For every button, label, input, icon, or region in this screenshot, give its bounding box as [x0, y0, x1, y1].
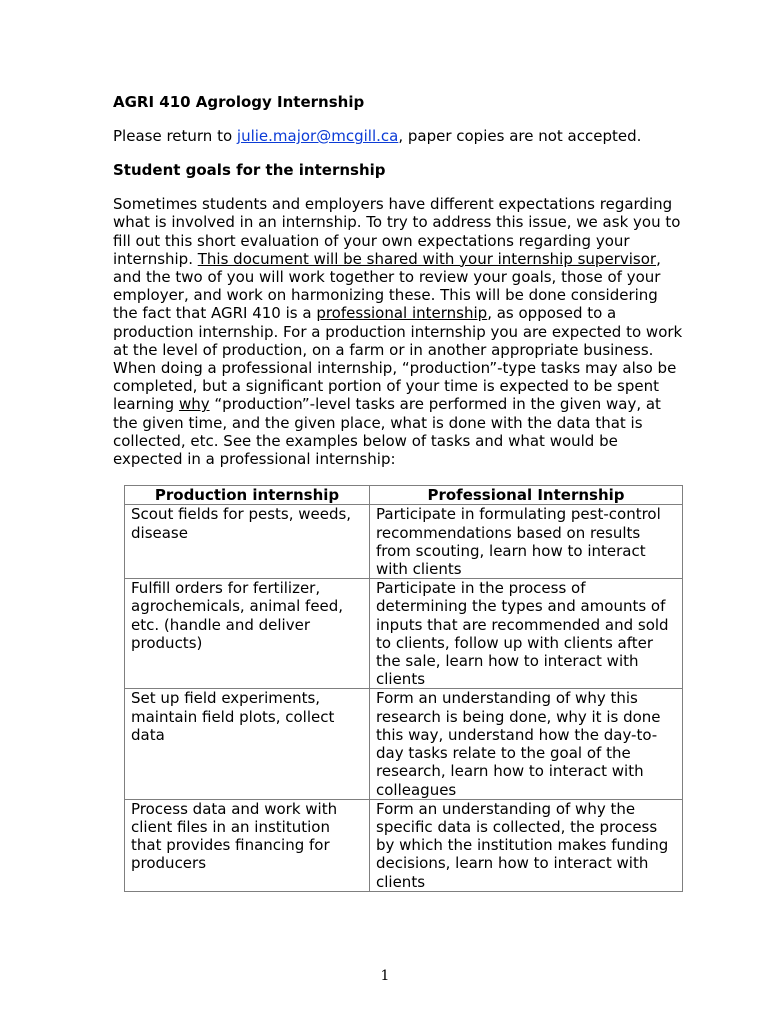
- body-text-1: Sometimes students and employers have different expectations regarding what is involved in an internship. To try to address this issue, we ask you to fill out this short evaluation of your own expectations regarding your internship.: [113, 195, 681, 268]
- body-paragraph: [113, 195, 683, 468]
- table-row: [125, 579, 683, 689]
- page-number: 1: [380, 968, 390, 984]
- body-text-2: , and the two of you will work together to review your goals, those of your employer, and work on harmonizing these. This will be done considering the fact that AGRI 410 is a: [113, 249, 661, 323]
- return-prefix: Please return to: [113, 127, 237, 145]
- body-text-4: “production”-level tasks are performed in the given way, at the given time, and the given place, what is done with the data that is collected, etc. See the examples below of tasks and what would be expected in a professional internship:: [113, 395, 661, 469]
- professional-task-cell: Form an understanding of why this research is being done, why it is done this way, understand how the day-to-day tasks relate to the goal of the research, learn how to interact with colleagues: [370, 689, 683, 799]
- professional-task-cell: Participate in formulating pest-control recommendations based on results from scouting, learn how to interact with clients: [370, 505, 683, 579]
- table-header-row: [125, 486, 683, 505]
- table-row: [125, 799, 683, 891]
- table-row: [125, 505, 683, 579]
- section-heading: Student goals for the internship: [113, 161, 386, 180]
- production-task-cell: Scout fields for pests, weeds, disease: [125, 505, 370, 579]
- body-underline-1: This document will be shared with your internship supervisor: [197, 249, 657, 268]
- body-text-3: , as opposed to a production internship. For a production internship you are expected to work at the level of production, on a farm or in another appropriate business. When doing a professional internship, “production”-type tasks may also be completed, but a significant portion of your time is expected to be spent learning: [113, 304, 683, 414]
- return-instructions: [113, 127, 683, 145]
- internship-comparison-table: [124, 485, 683, 891]
- email-link[interactable]: julie.major@mcgill.ca: [236, 127, 399, 145]
- body-underline-2: professional internship: [316, 304, 488, 323]
- header-production: Production internship: [125, 486, 370, 505]
- professional-task-cell: Form an understanding of why the specific data is collected, the process by which the institution makes funding decisions, learn how to interact with clients: [370, 799, 683, 891]
- return-suffix: , paper copies are not accepted.: [398, 127, 642, 145]
- production-task-cell: Set up field experiments, maintain field plots, collect data: [125, 689, 370, 799]
- production-task-cell: Process data and work with client files in an institution that provides financing for producers: [125, 799, 370, 891]
- document-content: [113, 92, 683, 892]
- body-underline-3: why: [178, 395, 210, 414]
- professional-task-cell: Participate in the process of determining the types and amounts of inputs that are recommended and sold to clients, follow up with clients after the sale, learn how to interact with clients: [370, 579, 683, 689]
- header-professional: Professional Internship: [370, 486, 683, 505]
- document-title: AGRI 410 Agrology Internship: [113, 93, 365, 111]
- production-task-cell: Fulfill orders for fertilizer, agrochemicals, animal feed, etc. (handle and deliver products): [125, 579, 370, 689]
- table-row: [125, 689, 683, 799]
